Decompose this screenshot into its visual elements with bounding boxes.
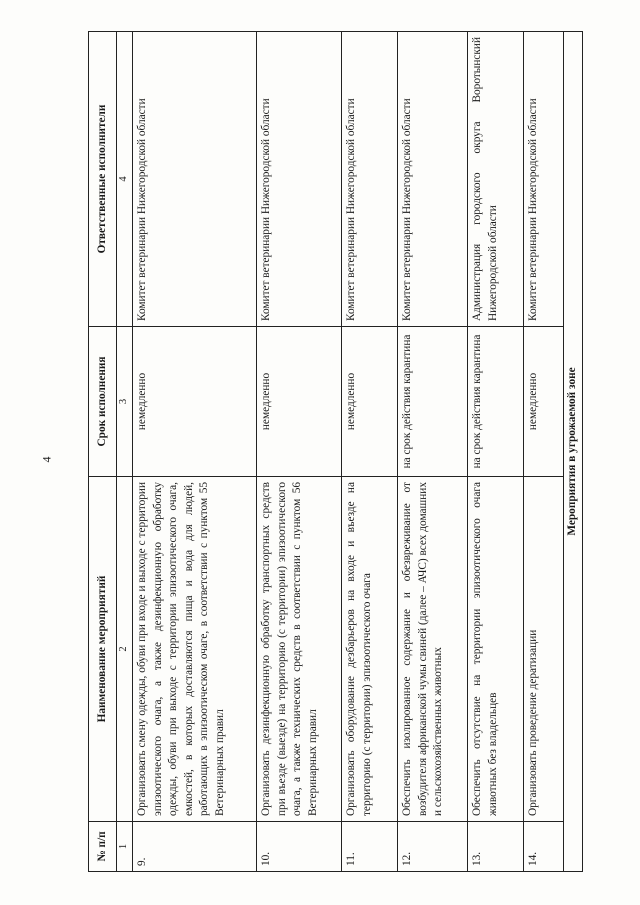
row-number: 13. [468, 822, 524, 872]
term-text: немедленно [524, 327, 564, 477]
table-row [257, 32, 342, 872]
column-number: 2 [117, 477, 133, 822]
responsible-text: Администрация городского округа Воротынский Нижегородской области [468, 32, 524, 327]
rotated-page-content [88, 32, 576, 872]
column-numbers-row [117, 32, 133, 872]
measure-text: Организовать смену одежды, обуви при входе и выходе с территории эпизоотического очага, а также дезинфекционную обработку одежды, обуви при выходе с территории эпизоотического очага, емкостей, в которых доставляются пища и вода для людей, работающих в эпизоотическом очаге, в соответствии с пунктом 55 Ветеринарных правил [133, 477, 257, 822]
table-header-row [89, 32, 117, 872]
row-number: 14. [524, 822, 564, 872]
row-number: 10. [257, 822, 342, 872]
responsible-text: Комитет ветеринарии Нижегородской области [133, 32, 257, 327]
table-row [133, 32, 257, 872]
term-text: немедленно [133, 327, 257, 477]
measures-table [88, 31, 583, 872]
row-number: 9. [133, 822, 257, 872]
term-text: на срок действия карантина [468, 327, 524, 477]
header-name: Наименование мероприятий [89, 477, 117, 822]
measure-text: Обеспечить отсутствие на территории эпизоотического очага животных без владельцев [468, 477, 524, 822]
column-number: 4 [117, 32, 133, 327]
table-row [468, 32, 524, 872]
responsible-text: Комитет ветеринарии Нижегородской области [257, 32, 342, 327]
row-number: 12. [398, 822, 468, 872]
table-row [398, 32, 468, 872]
header-term: Срок исполнения [89, 327, 117, 477]
responsible-text: Комитет ветеринарии Нижегородской области [524, 32, 564, 327]
term-text: немедленно [257, 327, 342, 477]
column-number: 3 [117, 327, 133, 477]
measure-text: Организовать дезинфекционную обработку транспортных средств при въезде (выезде) на территорию (с территории) эпизоотического очага, а также технических средств в соответствии с пунктом 56 Ветеринарных правил [257, 477, 342, 822]
column-number: 1 [117, 822, 133, 872]
term-text: немедленно [342, 327, 398, 477]
page-number: 4 [39, 456, 54, 463]
section-title: Мероприятия в угрожаемой зоне [564, 32, 583, 872]
measure-text: Организовать оборудование дезбарьеров на входе и въезде на территорию (с территории) эпизоотического очага [342, 477, 398, 822]
header-resp: Ответственные исполнители [89, 32, 117, 327]
term-text: на срок действия карантина [398, 327, 468, 477]
measure-text: Обеспечить изолированное содержание и обезвреживание от возбудителя африканской чумы свиней (далее – АЧС) всех домашних и сельскохозяйственных животных [398, 477, 468, 822]
responsible-text: Комитет ветеринарии Нижегородской области [398, 32, 468, 327]
responsible-text: Комитет ветеринарии Нижегородской области [342, 32, 398, 327]
section-header-row [564, 32, 583, 872]
row-number: 11. [342, 822, 398, 872]
table-row [524, 32, 564, 872]
header-num: № п/п [89, 822, 117, 872]
measure-text: Организовать проведение дератизации [524, 477, 564, 822]
table-row [342, 32, 398, 872]
